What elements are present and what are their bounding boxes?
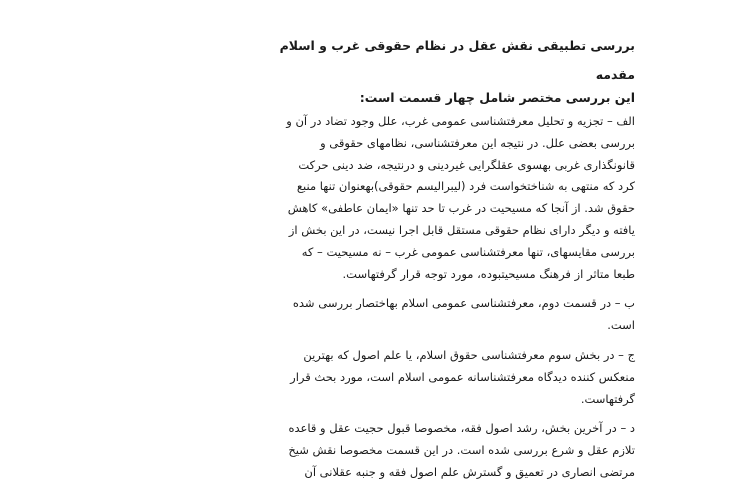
text-line: ب – در قسمت دوم، معرفتشناسی عمومی اسلام بهاختصار بررسی شده bbox=[292, 296, 635, 311]
paragraph-dal bbox=[115, 418, 635, 483]
text-line: بررسی بعضی علل. در نتیجه این معرفتشناسی، نظامهای حقوقی و bbox=[320, 135, 635, 150]
text-line: حقوق شد. از آنجا که مسیحیت در غرب تا حد تنها «ایمان عاطفی» کاهش bbox=[287, 201, 635, 216]
text-line: است. bbox=[607, 318, 635, 333]
text-line: طبعا متاثر از فرهنگ مسیحیتبوده، مورد توجه قرار گرفتهاست. bbox=[342, 266, 635, 281]
text-line: کرد که منتهی به شناختخواست فرد (لیبرالیسم حقوقی)بهعنوان تنها منبع bbox=[296, 179, 635, 194]
text-line: د – در آخرین بخش، رشد اصول فقه، مخصوصا قبول حجیت عقل و قاعده bbox=[288, 421, 635, 436]
document-page bbox=[115, 36, 635, 492]
text-line: یافته و دیگر دارای نظام حقوقی مستقل قابل اجرا نیست، در این بخش از bbox=[288, 222, 635, 237]
text-line: مرتضی انصاری در تعمیق و گسترش علم اصول فقه و جنبه عقلانی آن bbox=[304, 464, 635, 479]
paragraph-be bbox=[115, 293, 635, 337]
text-line: گرفتهاست. bbox=[580, 391, 635, 406]
text-line: تلازم عقل و شرع بررسی شده است. در این قسمت مخصوصا نقش شیخ bbox=[288, 443, 635, 458]
text-line: بررسی مقایسهای، تنها معرفتشناسی عمومی غرب – نه مسیحیت – که bbox=[301, 244, 635, 259]
text-line: قانونگذاری غربی بهسوی عقلگرایی غیردینی و درنتیجه، ضد دینی حرکت bbox=[298, 157, 635, 172]
intro-heading: این بررسی مختصر شامل چهار قسمت است: bbox=[359, 90, 635, 105]
document-title: بررسی تطبیقی نقش عقل در نظام حقوقی غرب و اسلام bbox=[279, 38, 635, 53]
section-heading: مقدمه bbox=[595, 67, 635, 82]
text-line: منعکس کننده دیدگاه معرفتشناسانه عمومی اسلام است، مورد بحث قرار bbox=[290, 369, 635, 384]
paragraph-alef bbox=[115, 111, 635, 285]
paragraph-jim bbox=[115, 345, 635, 410]
text-line: ج – در بخش سوم معرفتشناسی حقوق اسلام، یا علم اصول که بهترین bbox=[303, 347, 635, 362]
text-line: الف – تجزیه و تحلیل معرفتشناسی عمومی غرب، علل وجود تضاد در آن و bbox=[286, 114, 635, 128]
